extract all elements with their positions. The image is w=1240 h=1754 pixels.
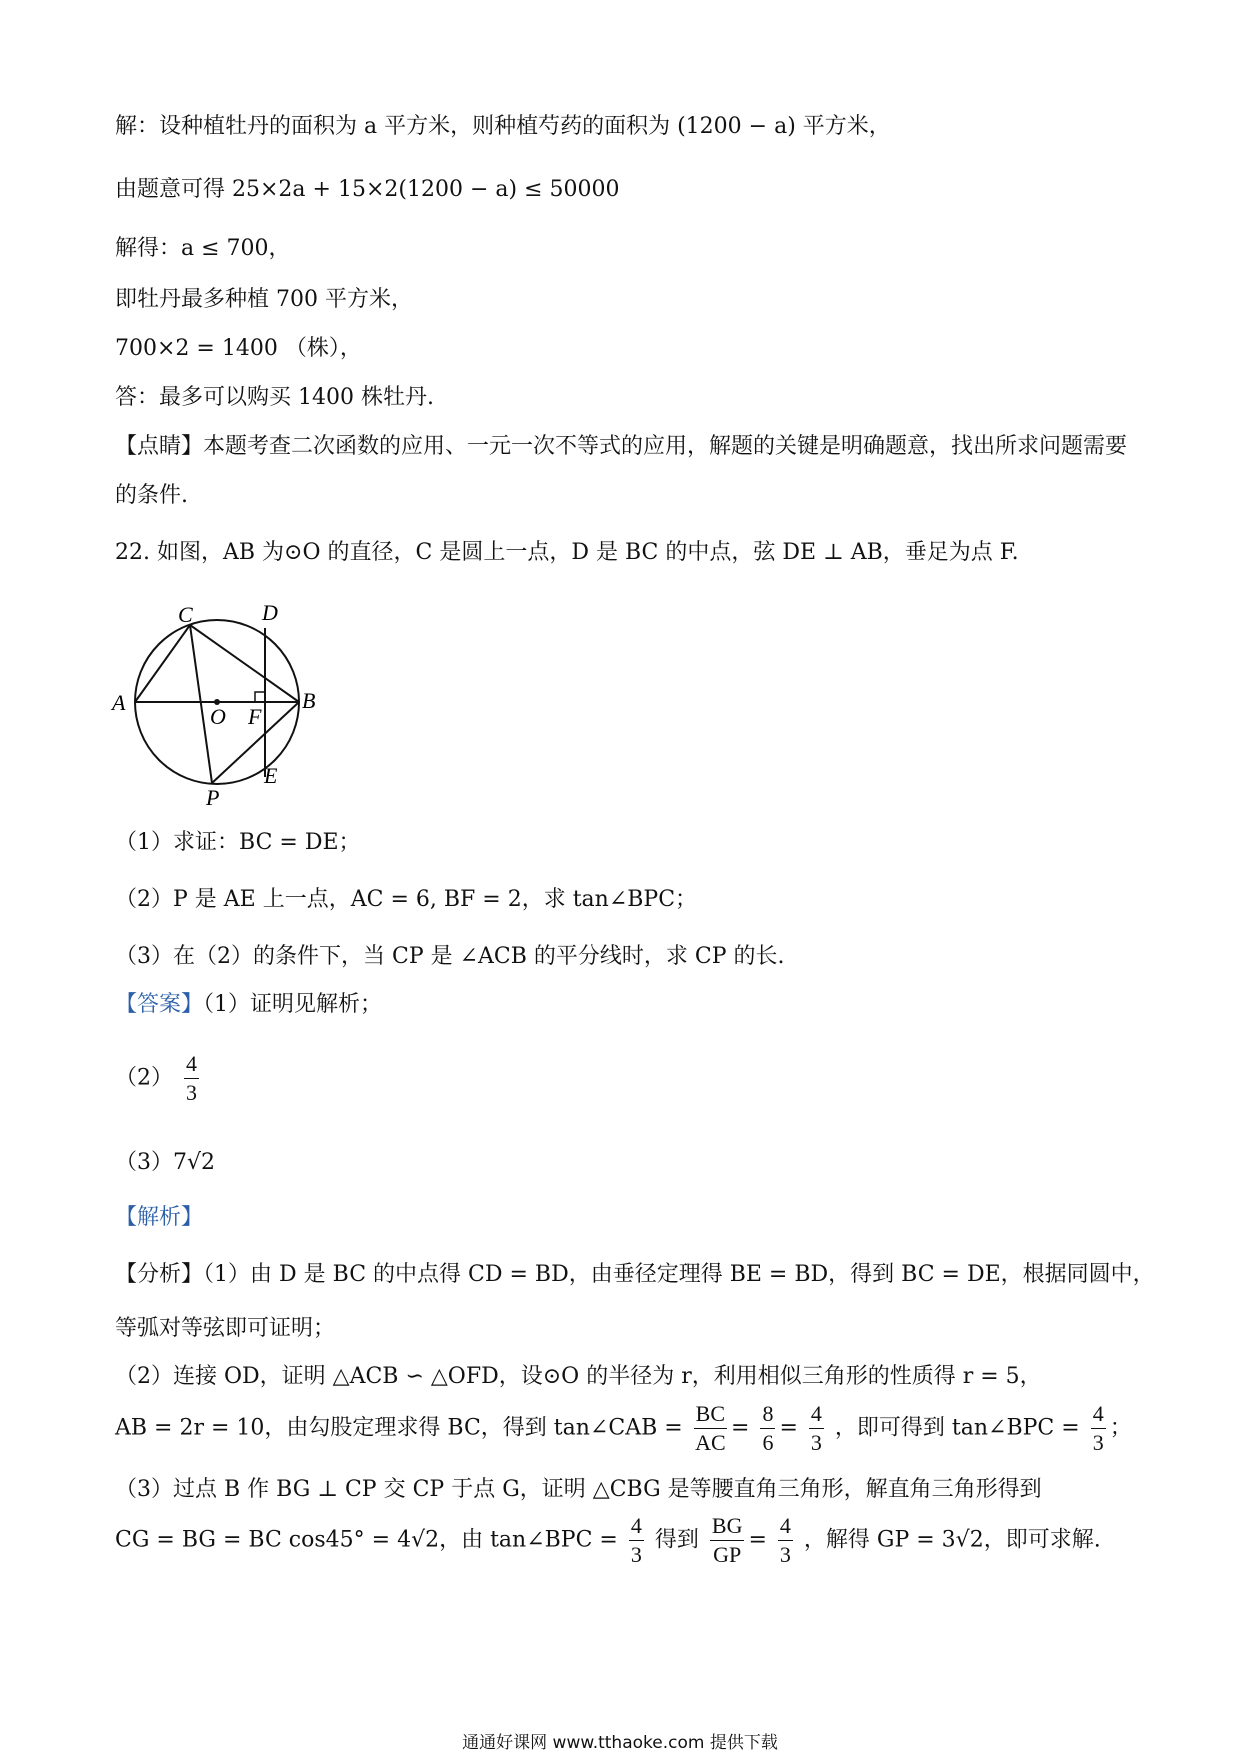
solution-line-4: 即牡丹最多种植 700 平方米， [115,287,413,312]
answer-3: （3）7√2 [115,1150,216,1175]
answer-tag: 【答案】 [115,992,204,1017]
answer-line-1 [115,990,382,1020]
label-b: B [302,688,316,713]
label-p: P [206,785,220,810]
solution-line-2: 由题意可得 25×2a + 15×2(1200 − a) ≤ 50000 [115,177,620,202]
question-3: （3）在（2）的条件下，当 CP 是 ∠ACB 的平分线时，求 CP 的长. [115,944,785,969]
question-1: （1）求证：BC = DE； [115,830,361,855]
question-2: （2）P 是 AE 上一点，AC = 6, BF = 2，求 tan∠BPC； [115,887,698,912]
page-footer: 通通好课网 www.tthaoke.com 提供下载 [462,1733,778,1753]
answer-1: （1）证明见解析； [203,992,383,1017]
geometry-figure [110,590,350,810]
label-c: C [178,602,193,627]
label-f: F [248,704,262,729]
analysis-line-4: AB = 2r = 10，由勾股定理求得 BC，得到 tan∠CAB = $\frac{BC}{AC}$ = $\frac{8}{6}$ = $\frac{4}{3}$ ，即可得到 tan∠BPC = $\frac{4}{3}$ ； [115,1401,1132,1455]
label-a: A [112,690,126,715]
answer-line-2: （2） $\frac{4}{3}$ [115,1051,197,1105]
comment-line-1: 【点睛】本题考查二次函数的应用、一元一次不等式的应用，解题的关键是明确题意，找出所求问题需要 [115,434,1128,459]
solution-line-5: 700×2 = 1400 （株）， [115,336,362,361]
solution-answer: 答：最多可以购买 1400 株牡丹. [115,385,434,410]
problem-22-statement: 22. 如图，AB 为⊙O 的直径，C 是圆上一点，D 是 BC 的中点，弦 DE ⊥ AB，垂足为点 F. [115,540,1019,565]
solution-line-1: 解：设种植牡丹的面积为 a 平方米，则种植芍药的面积为 (1200 − a) 平方米， [115,114,891,139]
solution-line-3: 解得：a ≤ 700， [115,236,291,261]
label-d: D [262,600,278,625]
comment-line-2: 的条件. [115,483,188,508]
analysis-line-5: （3）过点 B 作 BG ⊥ CP 交 CP 于点 G，证明 △CBG 是等腰直角三角形，解直角三角形得到 [115,1477,1042,1502]
analysis-line-3: （2）连接 OD，证明 △ACB ∽ △OFD，设⊙O 的半径为 r，利用相似三角形的性质得 r = 5， [115,1364,1042,1389]
analysis-line-2: 等弧对等弦即可证明； [115,1316,336,1341]
analysis-tag: 【解析】 [115,1205,204,1230]
label-e: E [264,763,278,788]
label-o: O [210,704,226,729]
analysis-line-1: 【分析】（1）由 D 是 BC 的中点得 CD = BD，由垂径定理得 BE = BD，得到 BC = DE，根据同圆中， [115,1262,1155,1287]
answer-2-fraction: $\frac{4}{3}$ [186,1051,197,1105]
analysis-line-6: CG = BG = BC cos45° = 4√2，由 tan∠BPC = $\frac{4}{3}$ 得到 $\frac{BG}{GP}$ = $\frac{4}{3}$ ，解得 GP = 3√2，即可求解. [115,1513,1101,1567]
